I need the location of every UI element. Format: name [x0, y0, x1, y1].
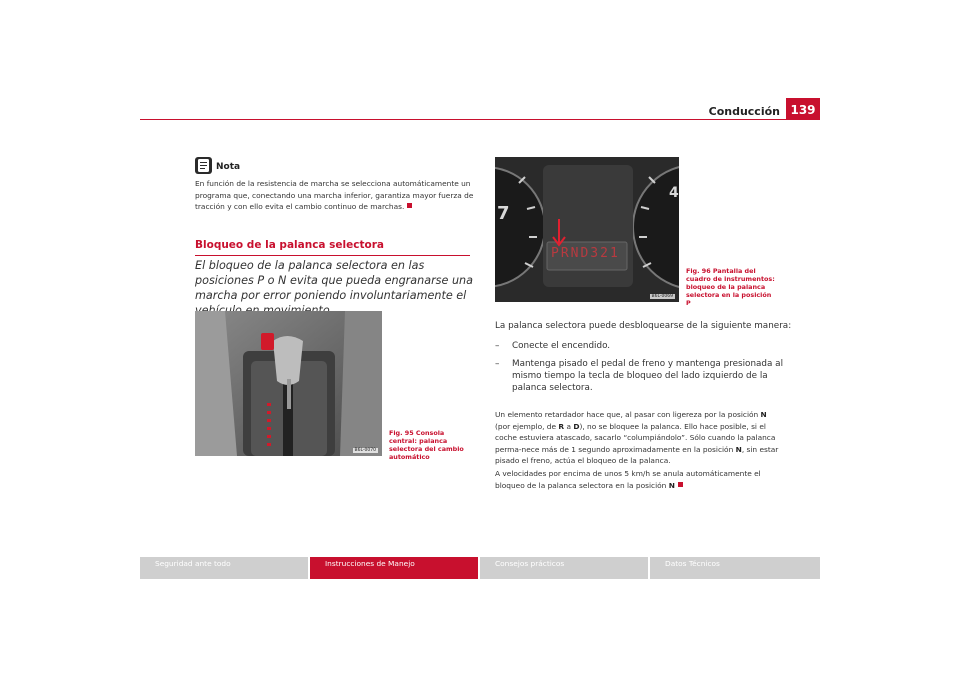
- fig96-instrument-display-image: [495, 157, 679, 302]
- footer-tab-instrucciones[interactable]: Instrucciones de Manejo: [310, 557, 478, 579]
- note-icon: [195, 157, 212, 174]
- procedure-steps: [495, 340, 795, 400]
- footer-tab-datos[interactable]: Datos Técnicos: [650, 557, 820, 579]
- footer-tab-seguridad[interactable]: Seguridad ante todo: [140, 557, 308, 579]
- gear-display: PRND321: [551, 246, 620, 261]
- fig95-caption: Fig. 95 Consola central: palanca selectora del cambio automático: [389, 429, 464, 461]
- svg-text:7: 7: [497, 203, 510, 224]
- header-rule: [140, 119, 820, 120]
- section-heading: Bloqueo de la palanca selectora: [195, 239, 470, 256]
- remark-retarder: Un elemento retardador hace que, al pasar con ligereza por la posición N (por ejemplo, de R a D), no se bloquee la palanca. Ello hace posible, si el coche estuviera atascado, sacarlo “columpiándolo”. Sólo cuando la palanca perma-nece más de 1 segundo aproximadamente en la posición N, sin estar pisado el freno, actúa el bloqueo de la palanca.: [495, 410, 779, 465]
- note-heading: Nota: [216, 162, 241, 172]
- figure-code: B6L-0070: [354, 448, 376, 453]
- list-item: – Conecte el encendido.: [495, 341, 611, 351]
- section-title: Conducción: [708, 105, 780, 118]
- fig95-center-console-image: [195, 311, 382, 456]
- procedure-intro: La palanca selectora puede desbloquearse de la siguiente manera:: [495, 321, 792, 331]
- console-illustration: [195, 311, 382, 456]
- figure-code: B6L-0069: [651, 294, 673, 299]
- cluster-illustration: [495, 157, 679, 302]
- page-number: 139: [786, 98, 820, 120]
- footer-tab-consejos[interactable]: Consejos prácticos: [480, 557, 648, 579]
- list-item: – Mantenga pisado el pedal de freno y mantenga presionada al mismo tiempo la tecla de bloqueo del lado izquierdo de la palanca selectora.: [495, 359, 784, 393]
- fig96-caption: Fig. 96 Pantalla del cuadro de instrumentos: bloqueo de la palanca selectora en la posición P: [686, 267, 775, 307]
- section-intro: El bloqueo de la palanca selectora en las posiciones P o N evita que pueda engranarse una marcha por error poniendo involuntariamente el: [195, 259, 473, 302]
- svg-text:4: 4: [669, 185, 679, 201]
- end-marker-icon: [407, 203, 412, 208]
- note-body: En función de la resistencia de marcha se selecciona automáticamente un programa que, conectando una marcha inferior, garantiza mayor fuerza de tracción y con ello evita el cambio continuo de marchas.: [195, 179, 474, 211]
- remark-speed: A velocidades por encima de unos 5 km/h se anula automáticamente el bloqueo de la palanca selectora en la posición N: [495, 469, 761, 490]
- end-marker-icon: [678, 482, 683, 487]
